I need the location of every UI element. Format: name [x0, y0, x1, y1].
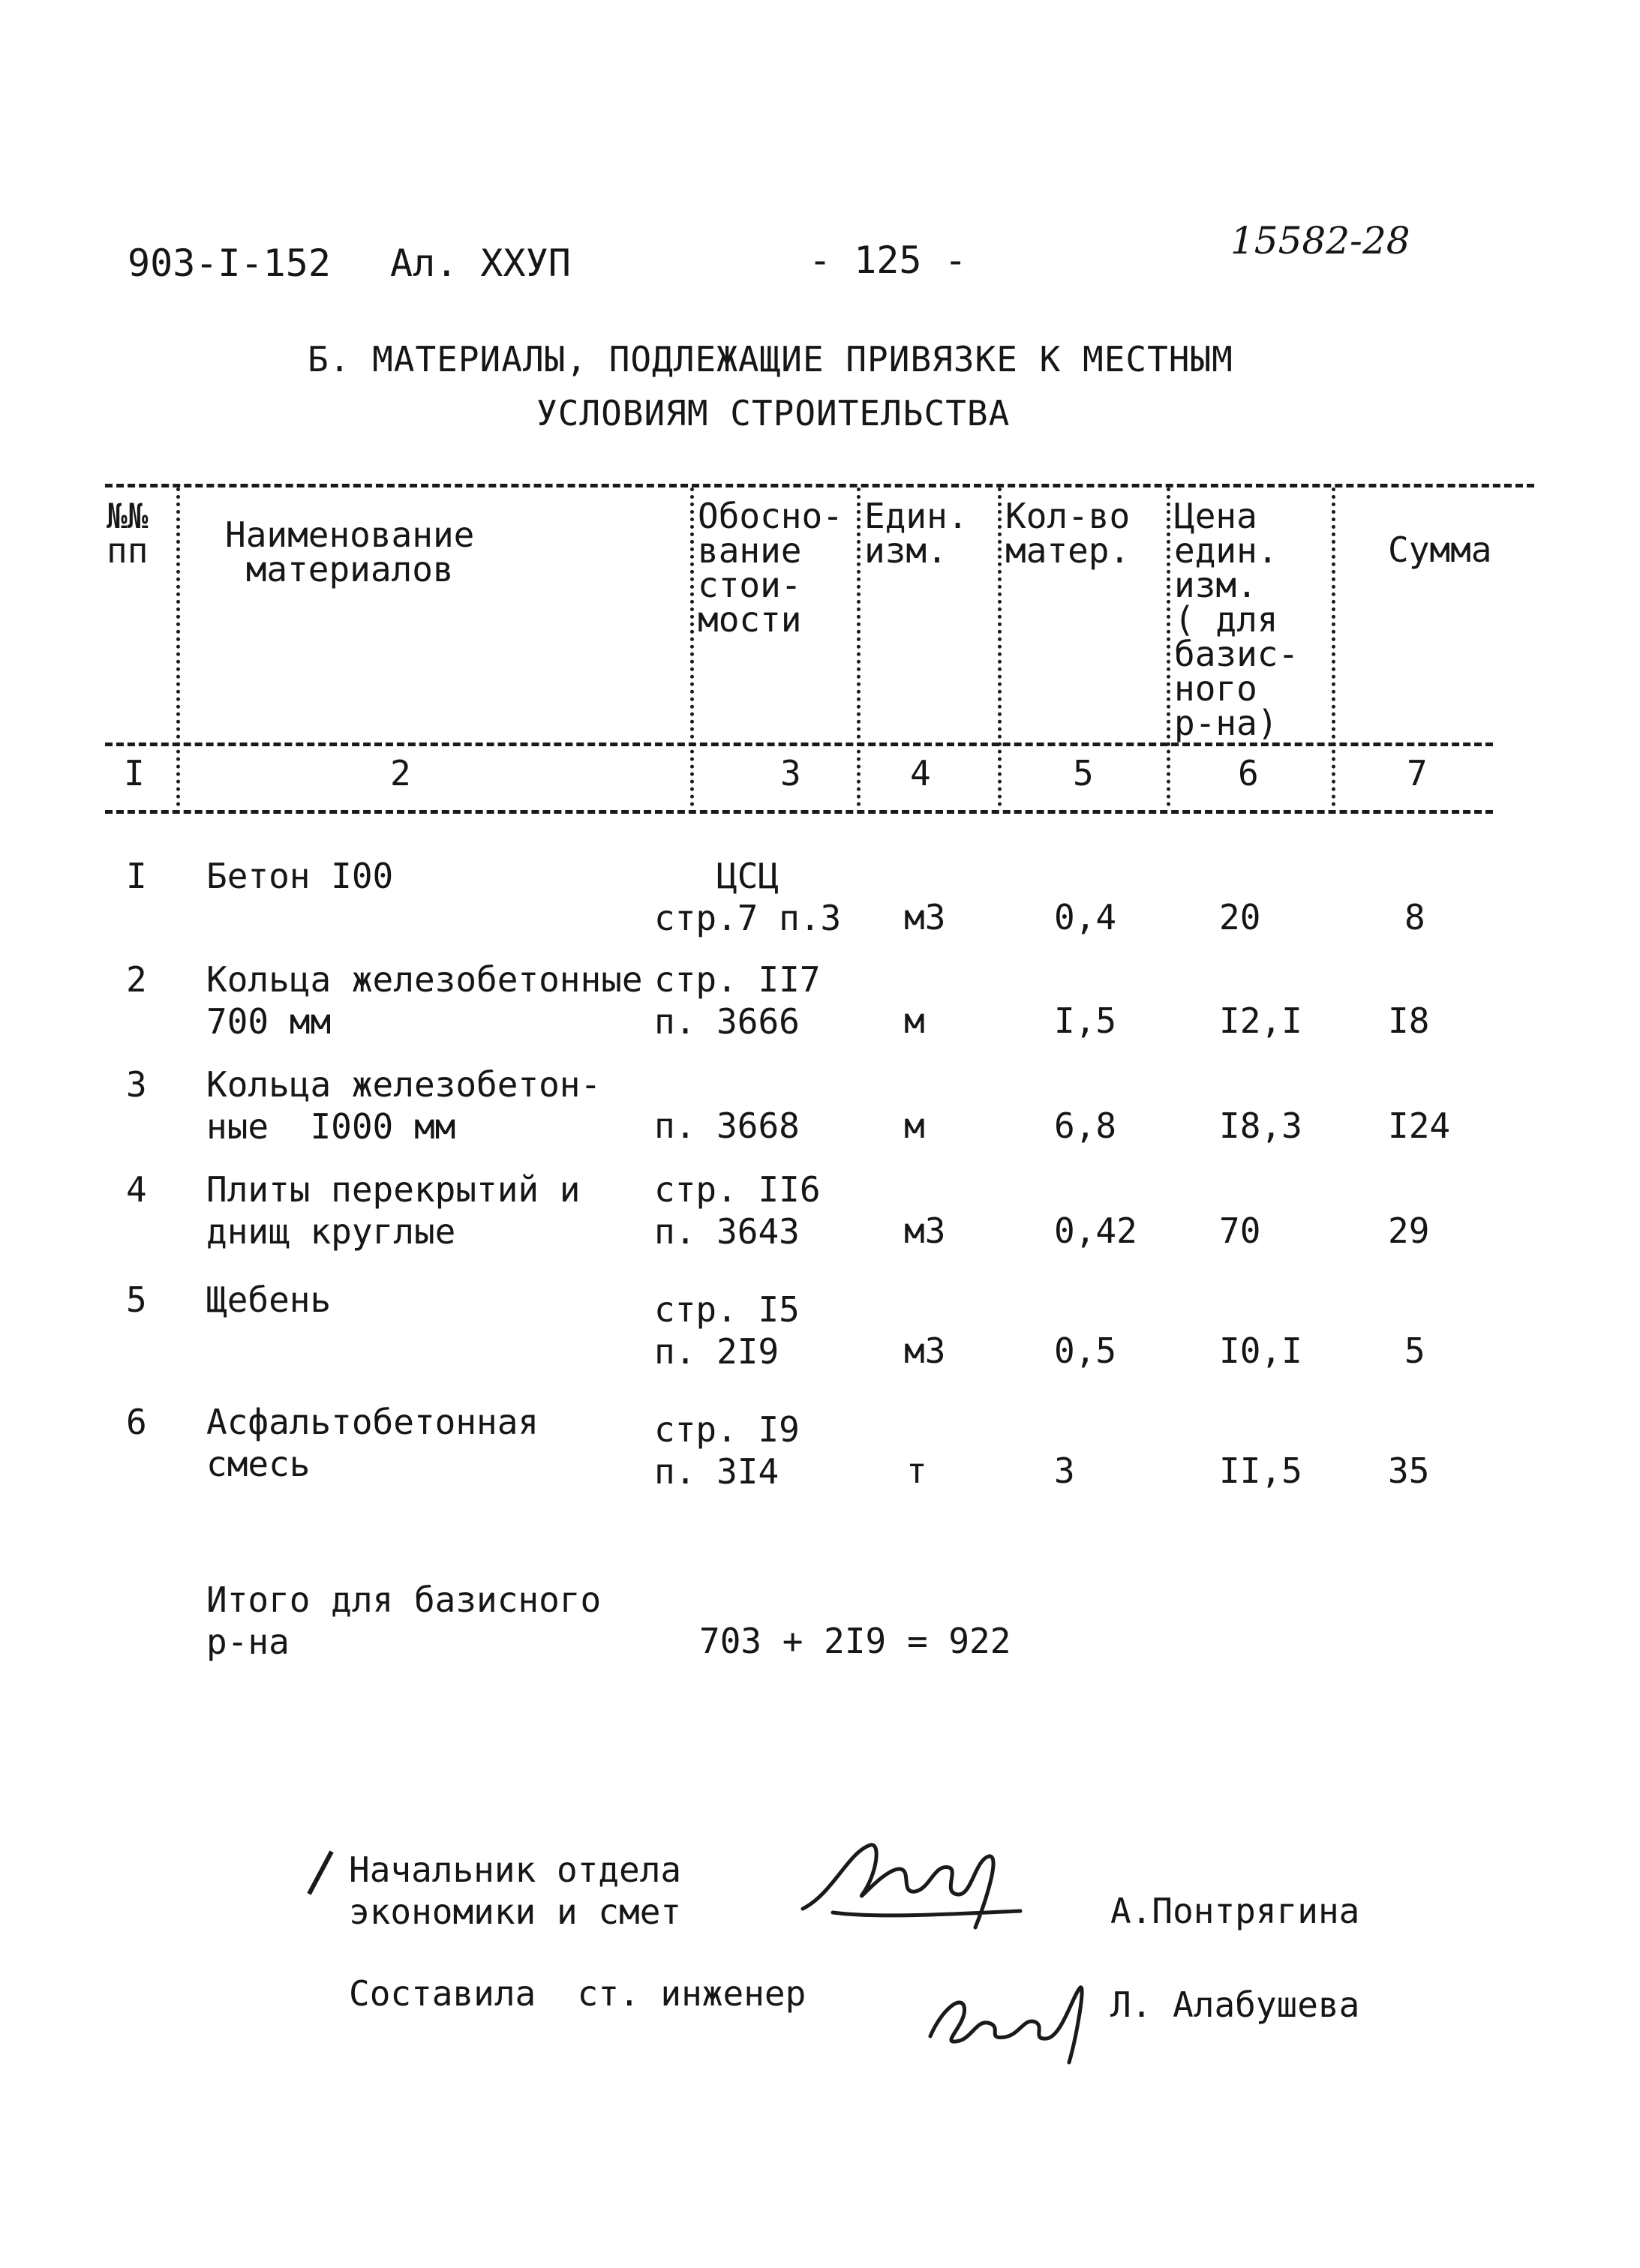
material-name: Бетон I00: [206, 856, 394, 896]
material-name: Щебень: [206, 1280, 332, 1320]
column-divider-4: [998, 488, 1002, 806]
unit: т: [906, 1450, 927, 1491]
column-header-number: №№ пп: [107, 496, 149, 571]
signatory-2-name: Л. Алабушева: [1110, 1984, 1360, 2025]
quantity: 3: [1054, 1450, 1075, 1491]
column-header-price: Цена един. изм. ( для базис- ного р-на): [1174, 496, 1299, 743]
column-divider-3: [857, 488, 861, 806]
sum: 29: [1388, 1210, 1430, 1251]
unit-price: 70: [1219, 1210, 1261, 1251]
handwritten-mark: [307, 1850, 333, 1894]
unit-price: I0,I: [1219, 1330, 1302, 1371]
cost-basis: стр. II6 п. 3643: [654, 1169, 821, 1252]
column-number: 2: [390, 753, 411, 794]
material-name: Кольца железобетон- ные I000 мм: [206, 1064, 602, 1147]
quantity: 0,42: [1054, 1210, 1137, 1251]
header-bottom-rule: [105, 742, 1493, 746]
sum: 35: [1388, 1450, 1430, 1491]
total-value: 703 + 2I9 = 922: [699, 1621, 1011, 1661]
signatory-1-name: А.Понтрягина: [1110, 1891, 1360, 1931]
row-number: 5: [126, 1280, 147, 1320]
column-divider-2: [690, 488, 694, 806]
column-number: 6: [1238, 753, 1259, 794]
sum: 5: [1404, 1330, 1425, 1371]
sum: I24: [1388, 1106, 1451, 1146]
signature-2: [919, 1965, 1099, 2078]
row-number: 4: [126, 1169, 147, 1210]
quantity: 0,4: [1054, 897, 1117, 938]
column-numbers-rule: [105, 810, 1493, 814]
unit: м3: [904, 1330, 946, 1371]
row-number: 2: [126, 959, 147, 1000]
column-header-name: Наименование материалов: [225, 514, 475, 590]
column-divider-5: [1167, 488, 1170, 806]
column-divider-1: [176, 488, 180, 806]
column-number: 7: [1407, 753, 1428, 794]
section-title-line2: УСЛОВИЯМ СТРОИТЕЛЬСТВА: [536, 393, 1011, 434]
cost-basis: п. 3668: [654, 1106, 800, 1146]
unit: м: [904, 1000, 925, 1041]
column-number: I: [124, 753, 145, 794]
quantity: 6,8: [1054, 1106, 1117, 1146]
unit-price: I8,3: [1219, 1106, 1302, 1146]
sum: 8: [1404, 897, 1425, 938]
unit-price: II,5: [1219, 1450, 1302, 1491]
material-name: Асфальтобетонная смесь: [206, 1402, 539, 1484]
unit-price: I2,I: [1219, 1000, 1302, 1041]
column-number: 3: [780, 753, 801, 794]
quantity: 0,5: [1054, 1330, 1117, 1371]
total-label: Итого для базисного р-на: [206, 1580, 602, 1662]
signature-1: [788, 1822, 1035, 1950]
column-header-sum: Сумма: [1388, 530, 1492, 570]
column-header-basis: Обосно- вание стои- мости: [698, 496, 843, 640]
column-header-unit: Един. изм.: [864, 496, 969, 571]
unit: м: [904, 1106, 925, 1146]
signatory-2-role: Составила ст. инженер: [349, 1973, 806, 2014]
unit-price: 20: [1219, 897, 1261, 938]
section-title-line1: Б. МАТЕРИАЛЫ, ПОДЛЕЖАЩИЕ ПРИВЯЗКЕ К МЕСТНЫМ: [308, 339, 1233, 380]
material-name: Кольца железобетонные 700 мм: [206, 959, 643, 1042]
table-top-rule: [105, 484, 1534, 488]
row-number: 3: [126, 1064, 147, 1105]
cost-basis: стр. I9 п. 3I4: [654, 1409, 800, 1492]
row-number: 6: [126, 1402, 147, 1442]
quantity: I,5: [1054, 1000, 1117, 1041]
page-number: - 125 -: [809, 238, 967, 282]
document-code: 903-I-152: [128, 242, 331, 285]
material-name: Плиты перекрытий и днищ круглые: [206, 1169, 581, 1252]
cost-basis: стр. I5 п. 2I9: [654, 1289, 800, 1372]
unit: м3: [904, 897, 946, 938]
row-number: I: [126, 856, 147, 896]
album-number: Ал. ХХУП: [390, 242, 571, 285]
column-number: 5: [1073, 753, 1094, 794]
sum: I8: [1388, 1000, 1430, 1041]
archive-stamp: 15582-28: [1230, 219, 1410, 262]
column-header-quantity: Кол-во матер.: [1005, 496, 1131, 571]
signatory-1-role: Начальник отдела экономики и смет: [349, 1850, 682, 1932]
unit: м3: [904, 1210, 946, 1251]
cost-basis: стр. II7 п. 3666: [654, 959, 821, 1042]
cost-basis: ЦСЦ стр.7 п.3: [654, 856, 842, 938]
column-number: 4: [910, 753, 931, 794]
column-divider-6: [1332, 488, 1335, 806]
